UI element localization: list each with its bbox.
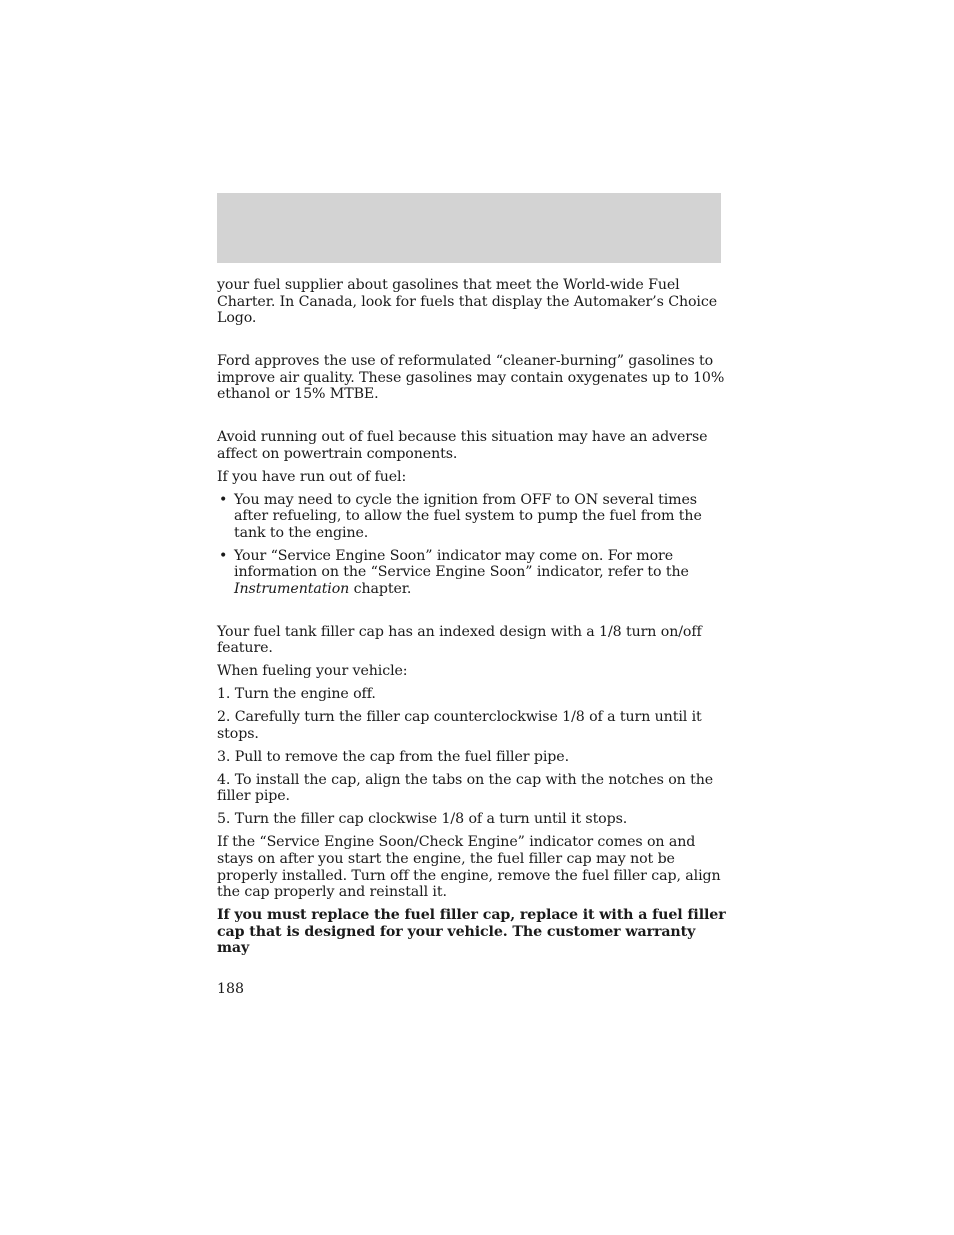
bullet-icon: • (219, 547, 228, 564)
check-engine-paragraph: If the “Service Engine Soon/Check Engine” indicator comes on and stays on after you start the engine, the fuel filler cap may not be properly installed. Turn off the engine, remove the fuel filler cap, align the cap properly and reinstall it. (217, 834, 721, 901)
chapter-reference: Instrumentation (234, 580, 350, 597)
step-item: 4. To install the cap, align the tabs on the cap with the notches on the filler pipe. (217, 771, 714, 805)
step-item: 3. Pull to remove the cap from the fuel filler pipe. (217, 748, 569, 765)
filler-cap-design-paragraph: Your fuel tank filler cap has an indexed design with a 1/8 turn on/off feature. (217, 623, 702, 657)
replacement-warning: If you must replace the fuel filler cap, replace it with a fuel filler cap that is designed for your vehicle. The customer warranty may (217, 907, 726, 957)
bullet-text-part: chapter. (349, 580, 412, 597)
list-item (217, 548, 727, 598)
step-item: 2. Carefully turn the filler cap counterclockwise 1/8 of a turn until it stops. (217, 709, 702, 742)
step-item: 5. Turn the filler cap clockwise 1/8 of a turn until it stops. (217, 811, 628, 828)
bullet-text-part: Your “Service Engine Soon” indicator may come on. For more information on the “Service Engine Soon” indicator, refer to the (234, 547, 689, 581)
bullet-text (234, 548, 689, 597)
run-out-intro: If you have run out of fuel: (217, 468, 407, 485)
reformulated-gasoline-paragraph: Ford approves the use of reformulated “cleaner-burning” gasolines to improve air quality. These gasolines may contain oxygenates up to 10% ethanol or 15% MTBE. (217, 352, 725, 403)
bullet-text: You may need to cycle the ignition from OFF to ON several times after refueling, to allow the fuel system to pump the fuel from the tank to the engine. (234, 491, 702, 541)
bullet-icon: • (219, 491, 228, 508)
page-body (217, 277, 727, 957)
list-item (217, 492, 727, 542)
when-fueling-intro: When fueling your vehicle: (217, 663, 408, 680)
fuel-charter-paragraph: your fuel supplier about gasolines that meet the World-wide Fuel Charter. In Canada, look for fuels that display the Automaker’s Choice Logo. (217, 277, 718, 327)
page-number: 188 (217, 981, 245, 997)
avoid-running-out-paragraph: Avoid running out of fuel because this situation may have an adverse affect on powertrain components. (217, 428, 708, 462)
step-item: 1. Turn the engine off. (217, 686, 376, 703)
section-header-band (217, 193, 721, 263)
